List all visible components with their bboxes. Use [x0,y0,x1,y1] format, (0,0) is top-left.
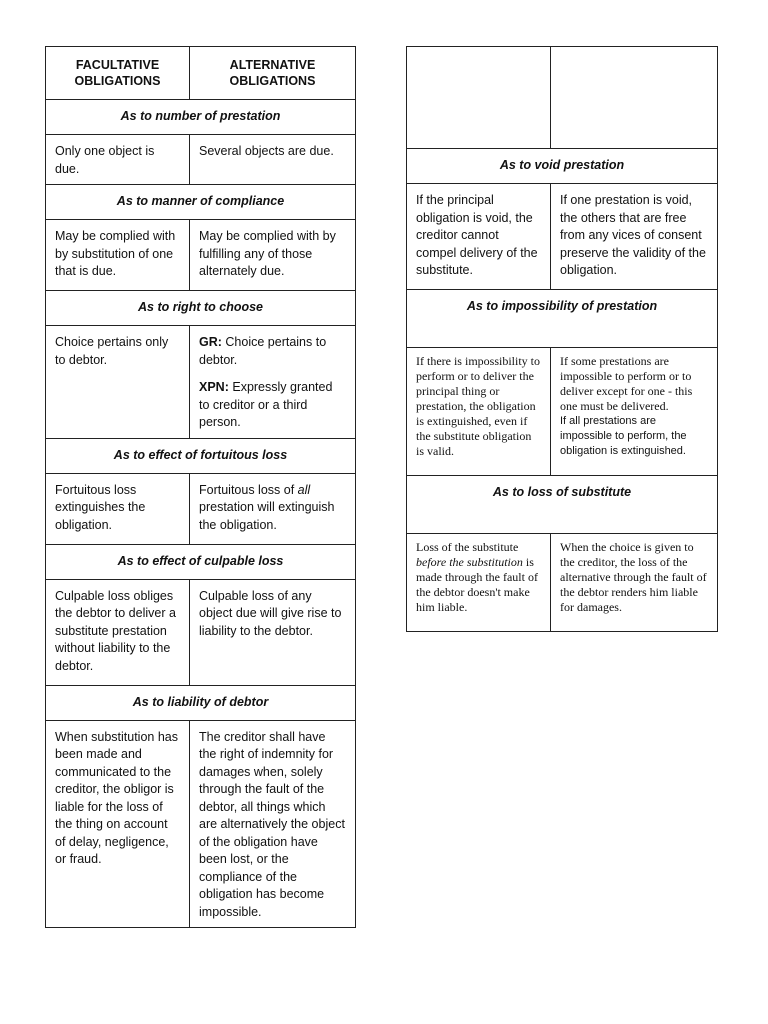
cell-alt-void: If one prestation is void, the others that are free from any vices of consent preserve the validity of the obligation. [551,184,718,290]
cell-alt-choose: GR: Choice pertains to debtor. XPN: Expressly granted to creditor or a third person. [190,326,356,439]
cell-alt-culpable: Culpable loss of any object due will give rise to liability to the debtor. [190,579,356,685]
section-title-liability: As to liability of debtor [46,685,356,720]
section-title-void: As to void prestation [407,149,718,184]
gr-label: GR: [199,335,222,349]
cell-fac-choose: Choice pertains only to debtor. [46,326,190,439]
empty-header-cell-1 [407,47,551,149]
cell-alt-impossibility: If some prestations are impossible to perform or to deliver except for one - this one must be delivered. If all prestations are impossible to perform, the obligation is extinguished. [551,348,718,476]
continuation-table [406,46,718,632]
section-title-culpable: As to effect of culpable loss [46,544,356,579]
cell-fac-culpable: Culpable loss obliges the debtor to deliver a substitute prestation without liability to the debtor. [46,579,190,685]
cell-fac-fortuitous: Fortuitous loss extinguishes the obligation. [46,473,190,544]
cell-fac-number: Only one object is due. [46,135,190,185]
cell-alt-manner: May be complied with by fulfilling any of those alternately due. [190,220,356,291]
cell-alt-number: Several objects are due. [190,135,356,185]
section-title-choose: As to right to choose [46,291,356,326]
cell-fac-void: If the principal obligation is void, the creditor cannot compel delivery of the substitute. [407,184,551,290]
cell-alt-liability: The creditor shall have the right of indemnity for damages when, solely through the fault of the debtor, all things which are alternatively the object of the obligation have been lost, or the compliance of the obligation has become impossible. [190,720,356,928]
col-header-facultative: FACULTATIVE OBLIGATIONS [46,47,190,100]
col-header-alternative: ALTERNATIVE OBLIGATIONS [190,47,356,100]
cell-fac-liability: When substitution has been made and communicated to the creditor, the obligor is liable for the loss of the thing on account of delay, negligence, or fraud. [46,720,190,928]
cell-fac-impossibility: If there is impossibility to perform or to deliver the principal thing or prestation, the obligation is extinguished, even if the substitute obligation is valid. [407,348,551,476]
section-title-fortuitous: As to effect of fortuitous loss [46,438,356,473]
section-title-manner: As to manner of compliance [46,185,356,220]
cell-fac-manner: May be complied with by substitution of one that is due. [46,220,190,291]
section-title-impossibility: As to impossibility of prestation [407,290,718,348]
cell-alt-fortuitous: Fortuitous loss of all prestation will extinguish the obligation. [190,473,356,544]
xpn-label: XPN: [199,380,229,394]
facultative-vs-alternative-table [45,46,356,928]
empty-header-cell-2 [551,47,718,149]
section-title-number: As to number of prestation [46,100,356,135]
section-title-substitute: As to loss of substitute [407,476,718,534]
cell-alt-substitute: When the choice is given to the creditor, the loss of the alternative through the fault of the debtor renders him liable for damages. [551,534,718,632]
cell-fac-substitute: Loss of the substitute before the substitution is made through the fault of the debtor doesn't make him liable. [407,534,551,632]
